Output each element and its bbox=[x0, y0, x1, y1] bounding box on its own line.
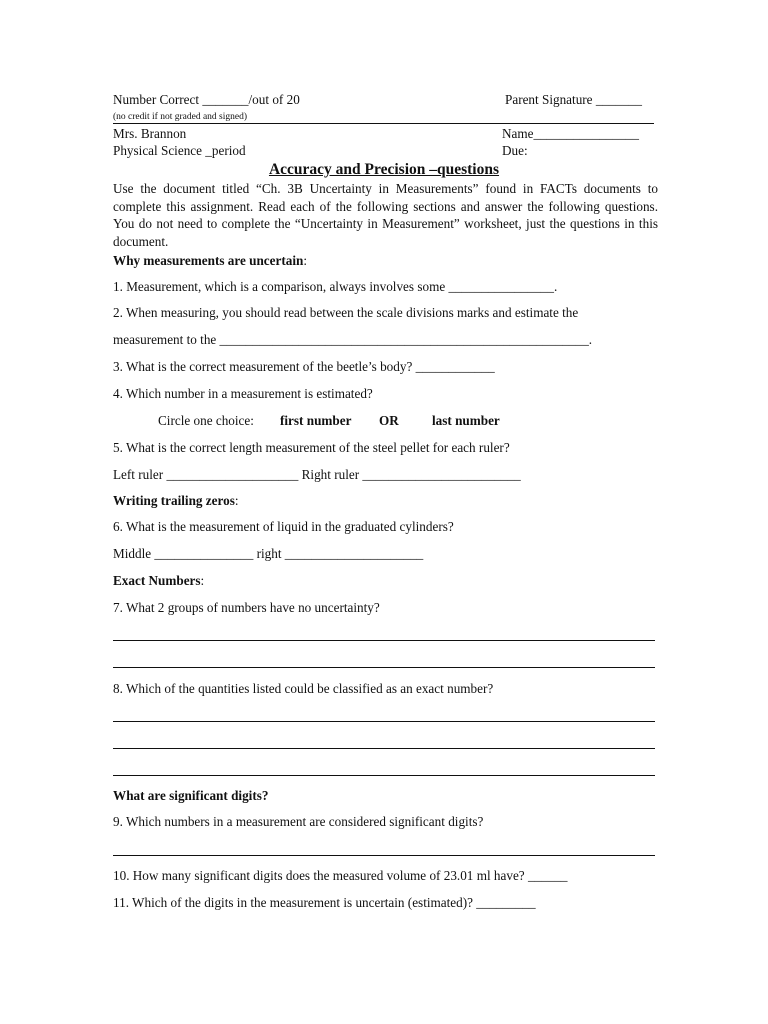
choice-or: OR bbox=[379, 413, 399, 428]
answer-line bbox=[113, 667, 655, 668]
section-title: Why measurements are uncertain bbox=[113, 253, 304, 268]
question-5: 5. What is the correct length measurement of the steel pellet for each ruler? bbox=[113, 440, 510, 455]
question-6-answers: Middle _______________ right _____________________ bbox=[113, 546, 424, 561]
answer-line bbox=[113, 748, 655, 749]
question-2-answer: measurement to the ________________________________________________________. bbox=[113, 332, 593, 347]
section-colon: : bbox=[303, 253, 308, 268]
question-4-prompt: Circle one choice: bbox=[158, 413, 254, 428]
question-10: 10. How many significant digits does the measured volume of 23.01 ml have? ______ bbox=[113, 868, 568, 883]
question-1: 1. Measurement, which is a comparison, always involves some ________________. bbox=[113, 279, 558, 294]
section-title: Exact Numbers bbox=[113, 573, 201, 588]
question-11: 11. Which of the digits in the measurement is uncertain (estimated)? _________ bbox=[113, 895, 536, 910]
section-title: What are significant digits? bbox=[113, 788, 269, 803]
teacher-name: Mrs. Brannon bbox=[113, 126, 187, 141]
answer-line bbox=[113, 855, 655, 856]
question-9: 9. Which numbers in a measurement are considered significant digits? bbox=[113, 814, 484, 829]
course-period: Physical Science _period bbox=[113, 143, 246, 158]
question-4: 4. Which number in a measurement is estimated? bbox=[113, 386, 373, 401]
section-heading bbox=[113, 573, 204, 589]
choice-last-number[interactable]: last number bbox=[432, 413, 500, 428]
section-heading bbox=[113, 253, 307, 269]
section-heading bbox=[113, 493, 239, 509]
question-3: 3. What is the correct measurement of the beetle’s body? ____________ bbox=[113, 359, 495, 374]
student-name-line: Name________________ bbox=[502, 126, 639, 141]
choice-first-number[interactable]: first number bbox=[280, 413, 352, 428]
question-2: 2. When measuring, you should read between the scale divisions marks and estimate the bbox=[113, 305, 579, 320]
instructions-paragraph: Use the document titled “Ch. 3B Uncertainty in Measurements” found in FACTs documents to complete this assignment. Read each of the following sections and answer the following questions. You do not need to complete the “Uncertainty in Measurement” worksheet, just the questions in this document. bbox=[113, 181, 658, 249]
question-5-answers: Left ruler ____________________ Right ruler ________________________ bbox=[113, 467, 521, 482]
credit-note: (no credit if not graded and signed) bbox=[113, 112, 248, 122]
answer-line bbox=[113, 721, 655, 722]
question-7: 7. What 2 groups of numbers have no uncertainty? bbox=[113, 600, 380, 615]
worksheet-title: Accuracy and Precision –questions bbox=[268, 161, 500, 178]
section-colon: : bbox=[234, 493, 239, 508]
question-6: 6. What is the measurement of liquid in the graduated cylinders? bbox=[113, 519, 454, 534]
parent-signature-line: Parent Signature _______ bbox=[505, 92, 642, 107]
due-date: Due: bbox=[502, 143, 528, 158]
section-title: Writing trailing zeros bbox=[113, 493, 235, 508]
header-divider bbox=[113, 123, 654, 124]
score-line: Number Correct _______/out of 20 bbox=[113, 92, 300, 107]
question-8: 8. Which of the quantities listed could be classified as an exact number? bbox=[113, 681, 494, 696]
section-colon: : bbox=[200, 573, 205, 588]
answer-line bbox=[113, 640, 655, 641]
answer-line bbox=[113, 775, 655, 776]
